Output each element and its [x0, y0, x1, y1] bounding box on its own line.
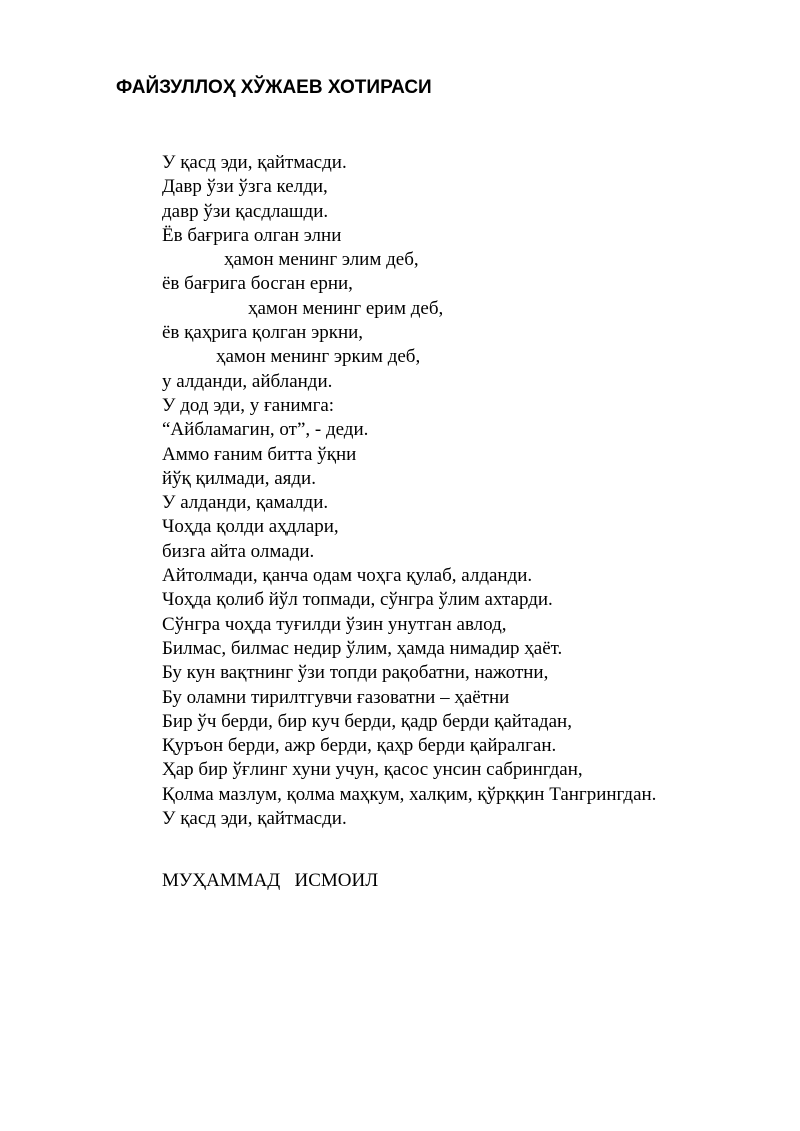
- poem-line: давр ўзи қасдлашди.: [162, 200, 329, 222]
- document-title: ФАЙЗУЛЛОҲ ХЎЖАЕВ ХОТИРАСИ: [116, 77, 432, 98]
- poem-line: Бир ўч берди, бир куч берди, қадр берди қайтадан,: [162, 710, 572, 732]
- poem-line: Чоҳда қолиб йўл топмади, сўнгра ўлим ахтарди.: [162, 589, 553, 611]
- poem-line: “Айбламагин, от”, - деди.: [162, 419, 369, 441]
- poem-line: Сўнгра чоҳда туғилди ўзин унутган авлод,: [162, 613, 507, 635]
- poem-line: Чоҳда қолди аҳдлари,: [162, 516, 339, 538]
- poem-body: [162, 151, 656, 831]
- poem-line: Қолма мазлум, қолма маҳкум, халқим, қўрққин Тангрингдан.: [162, 783, 657, 805]
- poem-line: ҳамон менинг эрким деб,: [216, 346, 421, 368]
- author-signature: МУҲАММАД ИСМОИЛ: [162, 870, 379, 891]
- poem-line: Бу кун вақтнинг ўзи топди рақобатни, нажотни,: [162, 662, 549, 684]
- poem-line: Ёв бағрига олган элни: [162, 224, 342, 246]
- poem-line: ёв қаҳрига қолган эркни,: [162, 322, 364, 344]
- poem-line: У дод эди, у ғанимга:: [162, 394, 335, 416]
- poem-line: Билмас, билмас недир ўлим, ҳамда нимадир ҳаёт.: [162, 637, 563, 659]
- poem-line: Қуръон берди, ажр берди, қаҳр берди қайралган.: [162, 735, 557, 757]
- poem-line: бизга айта олмади.: [162, 540, 315, 562]
- poem-line: ҳамон менинг элим деб,: [224, 249, 419, 271]
- poem-line: Давр ўзи ўзга келди,: [162, 176, 328, 198]
- poem-line: Айтолмади, қанча одам чоҳга қулаб, алданди.: [162, 565, 533, 587]
- poem-line: йўқ қилмади, аяди.: [162, 467, 316, 489]
- poem-line: Ҳар бир ўғлинг хуни учун, қасос унсин сабрингдан,: [162, 759, 583, 781]
- poem-line: У қасд эди, қайтмасди.: [162, 152, 347, 173]
- poem-line: ҳамон менинг ерим деб,: [248, 297, 444, 319]
- poem-line: У алданди, қамалди.: [162, 492, 329, 514]
- poem-line: у алданди, айбланди.: [162, 370, 333, 392]
- poem-line: У қасд эди, қайтмасди.: [162, 808, 347, 830]
- poem-line: Бу оламни тирилтгувчи ғазоватни – ҳаётни: [162, 686, 510, 708]
- poem-line: ёв бағрига босган ерни,: [162, 273, 353, 295]
- poem-line: Аммо ғаним битта ўқни: [162, 443, 357, 465]
